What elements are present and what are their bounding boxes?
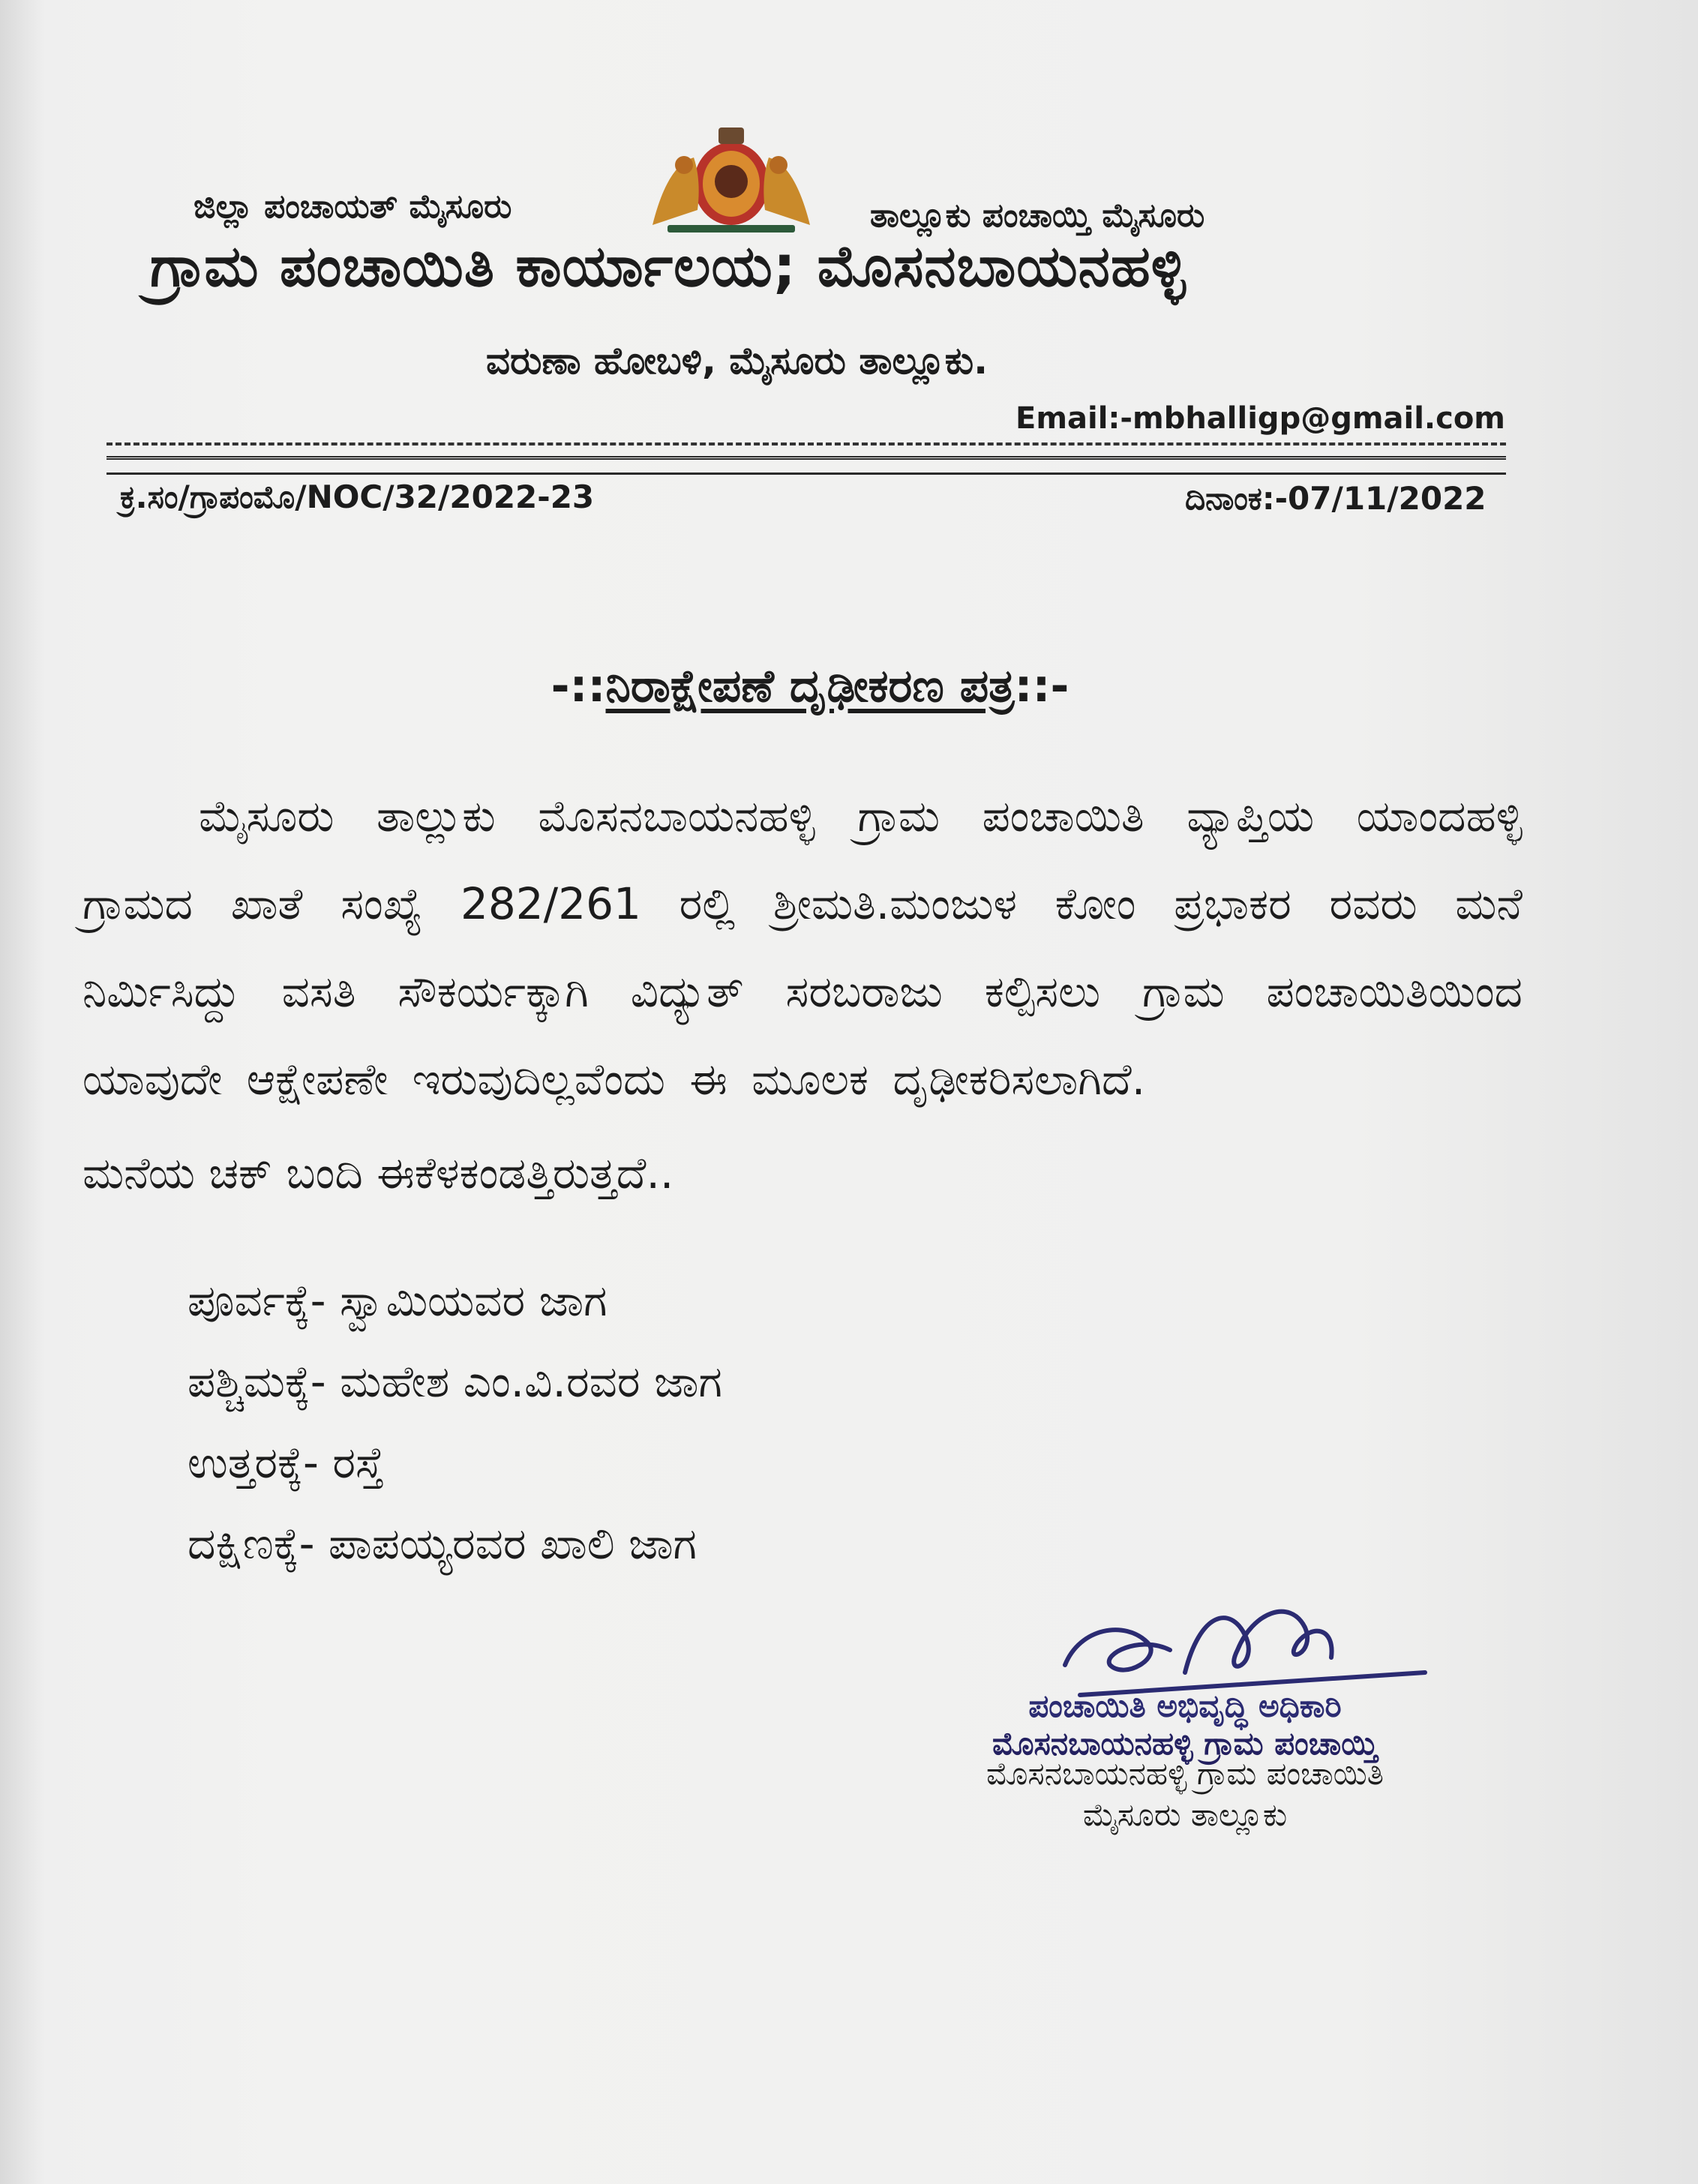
subject-title: ನಿರಾಕ್ಷೇಪಣೆ ದೃಢೀಕರಣ ಪತ್ರ (605, 660, 1015, 712)
karnataka-emblem-icon (638, 112, 825, 240)
boundary-south: ದಕ್ಷಿಣಕ್ಕೆ- ಪಾಪಯ್ಯರವರ ಖಾಲಿ ಜಾಗ (188, 1518, 697, 1569)
boundary-intro: ಮನೆಯ ಚಕ್ ಬಂದಿ ಈಕೆಳಕಂಡತ್ತಿರುತ್ತದೆ.. (82, 1148, 674, 1198)
boundary-north: ಉತ್ತರಕ್ಕೆ- ರಸ್ತೆ (188, 1437, 385, 1488)
header-divider (106, 456, 1506, 464)
subject-suffix: ::- (1014, 660, 1070, 712)
office-email: Email:-mbhalligp@gmail.com (1016, 401, 1505, 436)
boundary-list (188, 1260, 722, 1584)
header-divider (106, 472, 1506, 475)
body-paragraph: ಮೈಸೂರು ತಾಲ್ಲುಕು ಮೊಸನಬಾಯನಹಳ್ಳಿ ಗ್ರಾಮ ಪಂಚಾಯಿತಿ ವ್ಯಾಪ್ತಿಯ ಯಾಂದಹಳ್ಳಿ ಗ್ರಾಮದ ಖಾತೆ ಸಂಖ್ಯೆ 282/261 ರಲ್ಲಿ ಶ್ರೀಮತಿ.ಮಂಜುಳ ಕೋಂ ಪ್ರಭಾಕರ ರವರು ಮನೆ ನಿರ್ಮಿಸಿದ್ದು ವಸತಿ ಸೌಕರ್ಯಕ್ಕಾಗಿ ವಿದ್ಯುತ್ ಸರಬರಾಜು ಕಲ್ಪಿಸಲು ಗ್ರಾಮ ಪಂಚಾಯಿತಿಯಿಂದ ಯಾವುದೇ ಆಕ್ಷೇಪಣೇ ಇರುವುದಿಲ್ಲವೆಂದು ಈ ಮೂಲಕ ದೃಢೀಕರಿಸಲಾಗಿದೆ. (82, 790, 1522, 1105)
letter-date: ದಿನಾಂಕ:-07/11/2022 (1185, 480, 1486, 517)
boundary-east: ಪೂರ್ವಕ್ಕೆ- ಸ್ವಾಮಿಯವರ ಜಾಗ (188, 1275, 608, 1326)
letter-subject (435, 660, 1185, 712)
signature-block (900, 1582, 1470, 1868)
office-title: ಗ್ರಾಮ ಪಂಚಾಯಿತಿ ಕಾರ್ಯಾಲಯ; ಮೊಸನಬಾಯನಹಳ್ಳಿ (150, 232, 1186, 299)
boundary-west: ಪಶ್ಚಿಮಕ್ಕೆ- ಮಹೇಶ ಎಂ.ವಿ.ರವರ ಜಾಗ (188, 1356, 722, 1407)
district-panchayat-label: ಜಿಲ್ಲಾ ಪಂಚಾಯತ್ ಮೈಸೂರು (194, 188, 512, 226)
hobli-line: ವರುಣಾ ಹೋಬಳಿ, ಮೈಸೂರು ತಾಲ್ಲೂಕು. (486, 339, 988, 382)
subject-prefix: -:: (550, 660, 606, 712)
panchayat-name: ಮೊಸನಬಾಯನಹಳ್ಳಿ ಗ್ರಾಮ ಪಂಚಾಯಿತಿ (986, 1755, 1384, 1792)
taluk-panchayat-label: ತಾಲ್ಲೂಕು ಪಂಚಾಯ್ತಿ ಮೈಸೂರು (870, 196, 1205, 235)
reference-number: ಕ್ರ.ಸಂ/ಗ್ರಾಪಂಮೊ/NOC/32/2022-23 (120, 478, 595, 515)
header-divider (106, 442, 1506, 446)
panchayat-stamp-line: ಮೊಸನಬಾಯನಹಳ್ಳಿ ಗ್ರಾಮ ಪಂಚಾಯ್ತಿ (992, 1725, 1378, 1762)
taluk-name: ಮೈಸೂರು ತಾಲ್ಲೂಕು (1082, 1796, 1288, 1833)
officer-designation: ಪಂಚಾಯಿತಿ ಅಭಿವೃದ್ಧಿ ಅಧಿಕಾರಿ (1028, 1688, 1342, 1724)
